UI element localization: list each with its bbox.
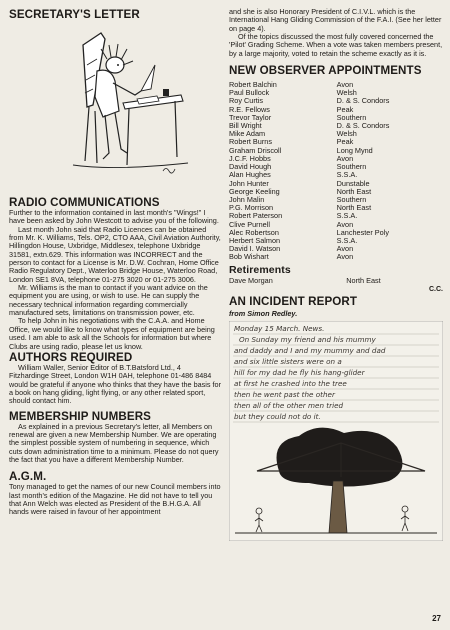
observer-name: Roy Curtis — [229, 96, 264, 106]
observer-club: Peak — [336, 137, 354, 147]
observer-club: S.S.A. — [336, 235, 358, 245]
observer-name: Robert Balchin — [229, 80, 277, 90]
incident-report-title: AN INCIDENT REPORT — [229, 294, 358, 308]
radio-paragraph-4: To help John in his negotiations with the C.A.A. and Home Office, we would like to know what types of equipment are being used. I am able to ask all the Schools for information but where Clubs are using radio, please let us know. — [9, 316, 215, 351]
observer-club: Southern — [336, 162, 367, 172]
observer-club: Avon — [336, 80, 354, 90]
observer-club: Welsh — [336, 88, 357, 98]
agm-title: A.G.M. — [9, 470, 47, 484]
secretary-cartoon-illustration — [23, 25, 198, 185]
membership-paragraph: As explained in a previous Secretary's letter, all Members on renewal are given a new Membership Number. We are operating the simplest possible system of numbering in sequence, which cuts down administration time to a minimum. Please do not query the fact that you have a different Membership Number. — [9, 421, 219, 464]
observer-club: North East — [346, 275, 381, 285]
observer-club: Avon — [336, 244, 354, 254]
page-number: 27 — [432, 614, 441, 623]
radio-paragraph-2: Last month John said that Radio Licences can be obtained from Mr. K. Williams, Tels. OP2, CTO AAA, Civil Aviation Authority, Hillingdon House, Uxbridge, Middlesex, telephone Uxbridge 31581, extn.629. This information was INCORRECT and the person to contact for a License is Mr. D.W. Cochran, Home Office Radio Regulatory Dept., Waterloo Bridge House, Waterloo Road, London SE1 8VA, telephone 01-275 3020 or 01-275 3006. — [9, 224, 221, 284]
observer-name: George Keeling — [229, 186, 280, 196]
observer-appointments-title: NEW OBSERVER APPOINTMENTS — [229, 64, 422, 78]
observer-name: John Hunter — [229, 178, 269, 188]
agm-continued-paragraph-1: and she is also Honorary President of C.I.V.L. which is the International Hang Gliding Commission of the F.A.I. (See her letter on page 4). — [229, 7, 442, 33]
retirements-title: Retirements — [229, 263, 291, 276]
observer-name: Clive Purnell — [229, 219, 270, 229]
observer-name: Graham Driscoll — [229, 145, 282, 155]
observer-name: P.G. Morrison — [229, 203, 274, 213]
authors-required-title: AUTHORS REQUIRED — [9, 350, 133, 364]
observer-club: Welsh — [336, 129, 357, 139]
right-column — [229, 8, 443, 541]
left-column — [9, 8, 221, 517]
membership-numbers-title: MEMBERSHIP NUMBERS — [9, 409, 152, 423]
agm-paragraph: Tony managed to get the names of our new Council members into last month's edition of the Magazine. He did not have to tell you that Ann Welch was elected as President of the B.H.G.A. All hands were raised in favour of her appointment — [9, 482, 221, 517]
handwriting-line-6: at first he crashed into the tree — [234, 378, 347, 388]
observer-name: Mike Adam — [229, 129, 266, 139]
agm-continued-paragraph-2: Of the topics discussed the most fully covered concerned the 'Pilot' Grading Scheme. When a vote was taken members present, by a large majority, voted to retain the scheme exactly as it is. — [229, 32, 443, 58]
handwriting-line-8: then all of the other men tried — [234, 400, 344, 410]
child-drawing-illustration — [229, 321, 443, 541]
observer-appointments-table — [229, 81, 443, 261]
observer-name: Herbert Salmon — [229, 235, 281, 245]
observer-club: Avon — [336, 252, 354, 262]
radio-paragraph-3: Mr. Williams is the man to contact if you want advice on the equipment you are using, or wish to use. He can supply the necessary technical information regarding commercially manufactured sets, limitations on transmission power, etc. — [9, 283, 208, 318]
observer-name: Bill Wright — [229, 121, 262, 131]
handwriting-line-1: Monday 15 March. News. — [234, 323, 325, 333]
handwriting-line-2: On Sunday my friend and his mummy — [239, 334, 376, 344]
incident-report-author: from Simon Redley. — [229, 308, 298, 318]
handwriting-line-9: but they could not do it. — [234, 411, 321, 421]
secretary-letter-title: SECRETARY'S LETTER — [9, 8, 140, 21]
observer-name: John Malin — [229, 194, 265, 204]
authors-paragraph: William Waller, Senior Editor of B.T.Batsford Ltd., 4 Fitzhardinge Street, London W1H 0AH, telephone 01-486 8484 would be grateful if anyone who thinks that they have the basis for a book on hang gliding, light flying, or any other related sport, should contact him. — [9, 362, 221, 406]
observer-club: Southern — [336, 112, 367, 122]
observer-club: Southern — [336, 194, 367, 204]
observer-name: Bob Wishart — [229, 252, 269, 262]
observer-club: S.S.A. — [336, 170, 358, 180]
observer-club: D. & S. Condors — [336, 121, 390, 131]
observer-club: Avon — [336, 219, 354, 229]
radio-communications-title: RADIO COMMUNICATIONS — [9, 196, 160, 209]
observer-name: Alec Robertson — [229, 227, 279, 237]
observer-club: S.S.A. — [336, 211, 358, 221]
observer-name: Robert Burns — [229, 137, 272, 147]
handwriting-line-7: then he went past the other — [234, 389, 335, 399]
handwriting-line-3: and daddy and I and my mummy and dad — [234, 345, 386, 355]
observer-name: Trevor Taylor — [229, 112, 272, 122]
observer-club: North East — [336, 186, 372, 196]
observer-name: Robert Paterson — [229, 211, 283, 221]
appointment-row — [229, 253, 443, 261]
observer-name: J.C.F. Hobbs — [229, 153, 271, 163]
radio-paragraph-1: Further to the information contained in last month's "Wings!" I have been asked by John Westcott to advise you of the following. — [9, 208, 219, 226]
handwriting-line-5: hill for my dad he fly his hang-glider — [234, 367, 365, 377]
observer-name: David I. Watson — [229, 244, 281, 254]
observer-club: Lanchester Poly — [336, 227, 389, 237]
signoff-initials: C.C. — [429, 285, 443, 293]
observer-club: D. & S. Condors — [336, 96, 390, 106]
handwriting-line-4: and six little sisters were on a — [234, 356, 342, 366]
observer-name: Alan Hughes — [229, 170, 271, 180]
observer-name: Dave Morgan — [229, 275, 273, 285]
observer-name: R.E. Fellows — [229, 104, 270, 114]
observer-club: Dunstable — [336, 178, 370, 188]
appointment-row — [229, 277, 443, 285]
observer-name: David Hough — [229, 162, 272, 172]
retirements-table — [229, 277, 443, 285]
observer-club: Peak — [336, 104, 354, 114]
observer-club: Long Mynd — [336, 145, 373, 155]
observer-name: Paul Bullock — [229, 88, 270, 98]
observer-club: Avon — [336, 153, 354, 163]
observer-club: North East — [336, 203, 372, 213]
